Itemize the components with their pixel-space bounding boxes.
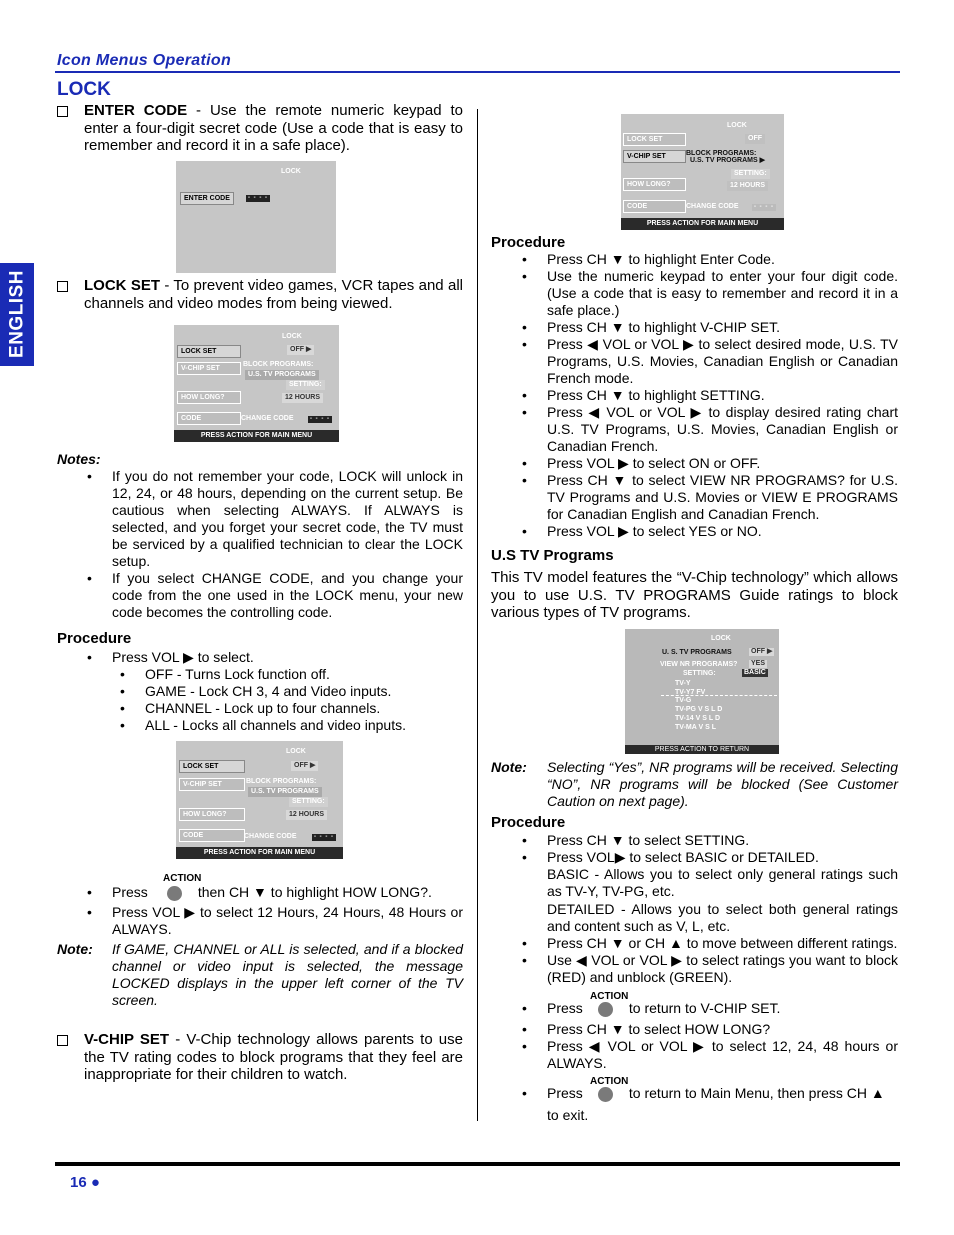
press-action-bar: PRESS ACTION FOR MAIN MENU bbox=[621, 218, 784, 230]
basic-text: BASIC - Allows you to select only general ratings such as TV-Y, TV-PG, etc. bbox=[547, 866, 898, 899]
procedure-item: • Press CH ▼ or CH ▲ to move between different ratings. bbox=[547, 935, 898, 952]
option-item: • OFF - Turns Lock function off. bbox=[145, 666, 463, 683]
procedure-item: • Press VOL ▶ to select. bbox=[112, 649, 463, 666]
press-text: Press bbox=[547, 1000, 583, 1016]
us-tv-programs-title: U.S TV Programs bbox=[491, 547, 614, 564]
procedure-item bbox=[547, 1000, 898, 1017]
action-label-right: ACTION bbox=[590, 991, 629, 1002]
block-programs-label: BLOCK PROGRAMS: bbox=[243, 361, 314, 368]
procedure-item: • Press VOL▶ to select BASIC or DETAILED. bbox=[547, 849, 898, 866]
column-divider bbox=[477, 109, 478, 1121]
option-item: • GAME - Lock CH 3, 4 and Video inputs. bbox=[145, 683, 463, 700]
screen-title: LOCK bbox=[727, 122, 747, 129]
rating-item: TV-PG V S L D bbox=[675, 706, 723, 713]
how-long-value: 12 HOURS bbox=[282, 393, 323, 403]
action-button-icon bbox=[598, 1087, 613, 1102]
rating-item: TV-G bbox=[675, 697, 692, 704]
procedure-item: • Press ◀ VOL or VOL ▶ to select desired mode, U.S. TV Programs, U.S. Movies, Canadian English or Canadian French mode. bbox=[547, 336, 898, 387]
procedure2-list-d bbox=[547, 1021, 898, 1072]
setting-label: SETTING: bbox=[731, 169, 770, 179]
notes-title: Notes: bbox=[57, 451, 101, 467]
procedure-list bbox=[112, 649, 463, 666]
header-rule bbox=[55, 71, 900, 73]
screen-title: LOCK bbox=[711, 635, 731, 642]
tv-screen-us-tv-programs bbox=[625, 629, 779, 754]
footer-rule bbox=[55, 1162, 900, 1166]
action-button-icon bbox=[167, 886, 182, 901]
return-vchip-text: to return to V-CHIP SET. bbox=[628, 1000, 781, 1016]
procedure-item: • Press CH ▼ to highlight Enter Code. bbox=[547, 251, 898, 268]
how-long-value: 12 HOURS bbox=[286, 810, 327, 820]
code-mask: - - - - bbox=[248, 195, 268, 201]
block-programs-label: BLOCK PROGRAMS: bbox=[686, 150, 757, 157]
vchip-set-field: V-CHIP SET bbox=[177, 362, 241, 375]
block-programs-value: U.S. TV PROGRAMS ▶ bbox=[690, 157, 766, 164]
action-label: ACTION bbox=[163, 873, 202, 884]
note-item: • If you select CHANGE CODE, and you change your code from the one used in the LOCK menu, your new code becomes the controlling code. bbox=[112, 570, 463, 621]
procedure-item: • Press CH ▼ to highlight V-CHIP SET. bbox=[547, 319, 898, 336]
note-text: If GAME, CHANNEL or ALL is selected, and if a blocked channel or video input is selected, the message LOCKED displays in the upper left corner of the TV screen. bbox=[112, 941, 463, 1008]
block-programs-value: U.S. TV PROGRAMS bbox=[248, 787, 322, 797]
lock-set-field: LOCK SET bbox=[623, 133, 686, 146]
vchip-set-label: V-CHIP SET bbox=[84, 1031, 170, 1048]
procedure-item: • Press CH ▼ to highlight SETTING. bbox=[547, 387, 898, 404]
procedure-item: • Press VOL ▶ to select ON or OFF. bbox=[547, 455, 898, 472]
notes-list bbox=[112, 468, 463, 621]
us-tv-programs-label: U. S. TV PROGRAMS bbox=[662, 649, 732, 656]
procedure-item bbox=[112, 884, 463, 901]
tv-screen-lock-menu bbox=[174, 325, 339, 442]
rating-divider bbox=[661, 695, 777, 696]
how-long-field: HOW LONG? bbox=[177, 391, 241, 404]
note-text-right: Selecting “Yes”, NR programs will be received. Selecting “NO”, NR programs will be blocked (See Customer Caution on next page). bbox=[547, 759, 898, 809]
procedure-item: • Press CH ▼ to select SETTING. bbox=[547, 832, 898, 849]
setting-label: SETTING: bbox=[289, 797, 328, 807]
enter-code-text: - Use the remote numeric keypad to enter a four-digit secret code (Use a code that is easy to remember and record it in a safe place). bbox=[84, 102, 464, 154]
vchip-set-field: V-CHIP SET bbox=[623, 150, 686, 163]
setting-label: SETTING: bbox=[683, 670, 716, 677]
rating-item: TV-Y7 FV bbox=[675, 689, 706, 696]
procedure2-list bbox=[547, 832, 898, 866]
rating-item: TV-Y bbox=[675, 680, 691, 687]
enter-code-block bbox=[57, 102, 463, 155]
page-title: LOCK bbox=[57, 79, 111, 100]
press-action-text: then CH ▼ to highlight HOW LONG?. bbox=[197, 884, 432, 900]
press-return-bar: PRESS ACTION TO RETURN bbox=[625, 745, 779, 754]
change-code-label: CHANGE CODE bbox=[241, 415, 294, 422]
screen-title: LOCK bbox=[286, 748, 306, 755]
how-long-field: HOW LONG? bbox=[623, 178, 686, 191]
procedure-list-2 bbox=[112, 884, 463, 938]
lock-set-text: - To prevent video games, VCR tapes and all channels and video modes from being viewed. bbox=[84, 277, 463, 312]
procedure2-list-e bbox=[547, 1085, 898, 1102]
screen-title: LOCK bbox=[281, 168, 301, 175]
enter-code-field: ENTER CODE bbox=[180, 192, 234, 205]
vchip-set-block bbox=[57, 1031, 463, 1084]
checkbox-icon bbox=[57, 281, 68, 292]
tv-screen-enter-code bbox=[176, 161, 336, 273]
lock-set-block bbox=[57, 277, 463, 312]
procedure2-title: Procedure bbox=[491, 814, 566, 831]
lock-set-label: LOCK SET bbox=[84, 277, 160, 294]
block-programs-label: BLOCK PROGRAMS: bbox=[246, 778, 317, 785]
checkbox-icon bbox=[57, 1035, 68, 1046]
how-long-value: 12 HOURS bbox=[727, 181, 768, 191]
view-nr-label: VIEW NR PROGRAMS? bbox=[660, 661, 738, 668]
procedure-item: • Press ◀ VOL or VOL ▶ to display desired rating chart U.S. TV Programs, U.S. Movies, Canadian English or Canadian French. bbox=[547, 404, 898, 455]
procedure-title-right: Procedure bbox=[491, 234, 566, 251]
detailed-text: DETAILED - Allows you to select both general ratings and content such as V, L, etc. bbox=[547, 901, 898, 934]
lock-set-value: OFF ▶ bbox=[287, 345, 314, 355]
note-item: • If you do not remember your code, LOCK will unlock in 12, 24, or 48 hours, depending on the current setup. Be cautious when selecting ALWAYS. If ALWAYS is selected, and you forget your secret code, the TV must be serviced by a qualified technician to clear the LOCK setup. bbox=[112, 468, 463, 570]
press-text: Press bbox=[547, 1085, 583, 1101]
option-item: • ALL - Locks all channels and video inputs. bbox=[145, 717, 463, 734]
procedure-list-right bbox=[547, 251, 898, 540]
us-tv-programs-value: OFF ▶ bbox=[751, 648, 773, 655]
vchip-set-text: - V-Chip technology allows parents to use the TV rating codes to block programs that they feel are inappropriate for their children to watch. bbox=[84, 1031, 463, 1083]
block-programs-value: U.S. TV PROGRAMS bbox=[245, 370, 319, 380]
screen-title: LOCK bbox=[282, 333, 302, 340]
procedure-item bbox=[547, 1085, 898, 1102]
checkbox-icon bbox=[57, 106, 68, 117]
vchip-set-field: V-CHIP SET bbox=[179, 778, 245, 791]
procedure-item: • Press CH ▼ to select VIEW NR PROGRAMS? for U.S. TV Programs and U.S. Movies or VIEW E PROGRAMS for Canadian English and Canadian French. bbox=[547, 472, 898, 523]
return-main-text: to return to Main Menu, then press CH ▲ bbox=[628, 1085, 885, 1101]
lock-set-value: OFF ▶ bbox=[291, 761, 318, 771]
procedure-item: • Press VOL ▶ to select 12 Hours, 24 Hours, 48 Hours or ALWAYS. bbox=[112, 904, 463, 938]
procedure-title: Procedure bbox=[57, 630, 132, 647]
lock-set-field: LOCK SET bbox=[177, 345, 241, 358]
action-label-right-2: ACTION bbox=[590, 1076, 629, 1087]
note-label: Note: bbox=[57, 941, 93, 957]
lock-set-value: OFF bbox=[745, 134, 765, 144]
change-code-label: CHANGE CODE bbox=[686, 203, 739, 210]
enter-code-label: ENTER CODE bbox=[84, 102, 188, 119]
procedure-item: • Press ◀ VOL or VOL ▶ to select 12, 24, 48 hours or ALWAYS. bbox=[547, 1038, 898, 1072]
code-field: CODE bbox=[177, 412, 241, 425]
view-nr-value: YES bbox=[751, 660, 766, 667]
procedure-item: • Press VOL ▶ to select YES or NO. bbox=[547, 523, 898, 540]
us-tv-programs-text: This TV model features the “V-Chip technology” which allows you to use U.S. TV PROGRAMS Guide ratings to block various types of TV programs. bbox=[491, 569, 898, 621]
action-button-icon bbox=[598, 1002, 613, 1017]
code-mask: - - - - bbox=[310, 416, 330, 422]
rating-item: TV-MA V S L bbox=[675, 724, 716, 731]
option-item: • CHANNEL - Lock up to four channels. bbox=[145, 700, 463, 717]
to-exit-text: to exit. bbox=[547, 1107, 589, 1123]
procedure-item: • Use ◀ VOL or VOL ▶ to select ratings you want to block (RED) and unblock (GREEN). bbox=[547, 952, 898, 986]
how-long-field: HOW LONG? bbox=[179, 808, 245, 821]
tv-screen-lock-menu-2 bbox=[176, 741, 343, 859]
tv-screen-vchip bbox=[621, 114, 784, 230]
lock-options-list bbox=[145, 666, 463, 734]
code-field: CODE bbox=[623, 200, 686, 213]
press-action-bar: PRESS ACTION FOR MAIN MENU bbox=[176, 847, 343, 859]
procedure-item: • Use the numeric keypad to enter your four digit code. (Use a code that is easy to remember and record it in a safe place.) bbox=[547, 268, 898, 319]
lock-set-field: LOCK SET bbox=[179, 760, 245, 773]
language-tab-label: ENGLISH bbox=[6, 270, 28, 358]
code-mask: - - - - bbox=[314, 834, 334, 840]
setting-value: BASIC bbox=[744, 669, 766, 676]
press-action-bar: PRESS ACTION FOR MAIN MENU bbox=[174, 430, 339, 442]
setting-label: SETTING: bbox=[286, 380, 325, 390]
note-label-right: Note: bbox=[491, 759, 527, 775]
code-field: CODE bbox=[179, 829, 245, 842]
procedure-item: • Press CH ▼ to select HOW LONG? bbox=[547, 1021, 898, 1038]
page-number: 16 ● bbox=[70, 1174, 100, 1191]
change-code-label: CHANGE CODE bbox=[244, 833, 297, 840]
language-tab bbox=[0, 263, 34, 366]
procedure2-list-c bbox=[547, 1000, 898, 1017]
procedure2-list-b bbox=[547, 935, 898, 986]
rating-item: TV-14 V S L D bbox=[675, 715, 720, 722]
section-header: Icon Menus Operation bbox=[57, 52, 232, 69]
press-text: Press bbox=[112, 884, 148, 900]
code-mask: - - - - bbox=[754, 204, 774, 210]
